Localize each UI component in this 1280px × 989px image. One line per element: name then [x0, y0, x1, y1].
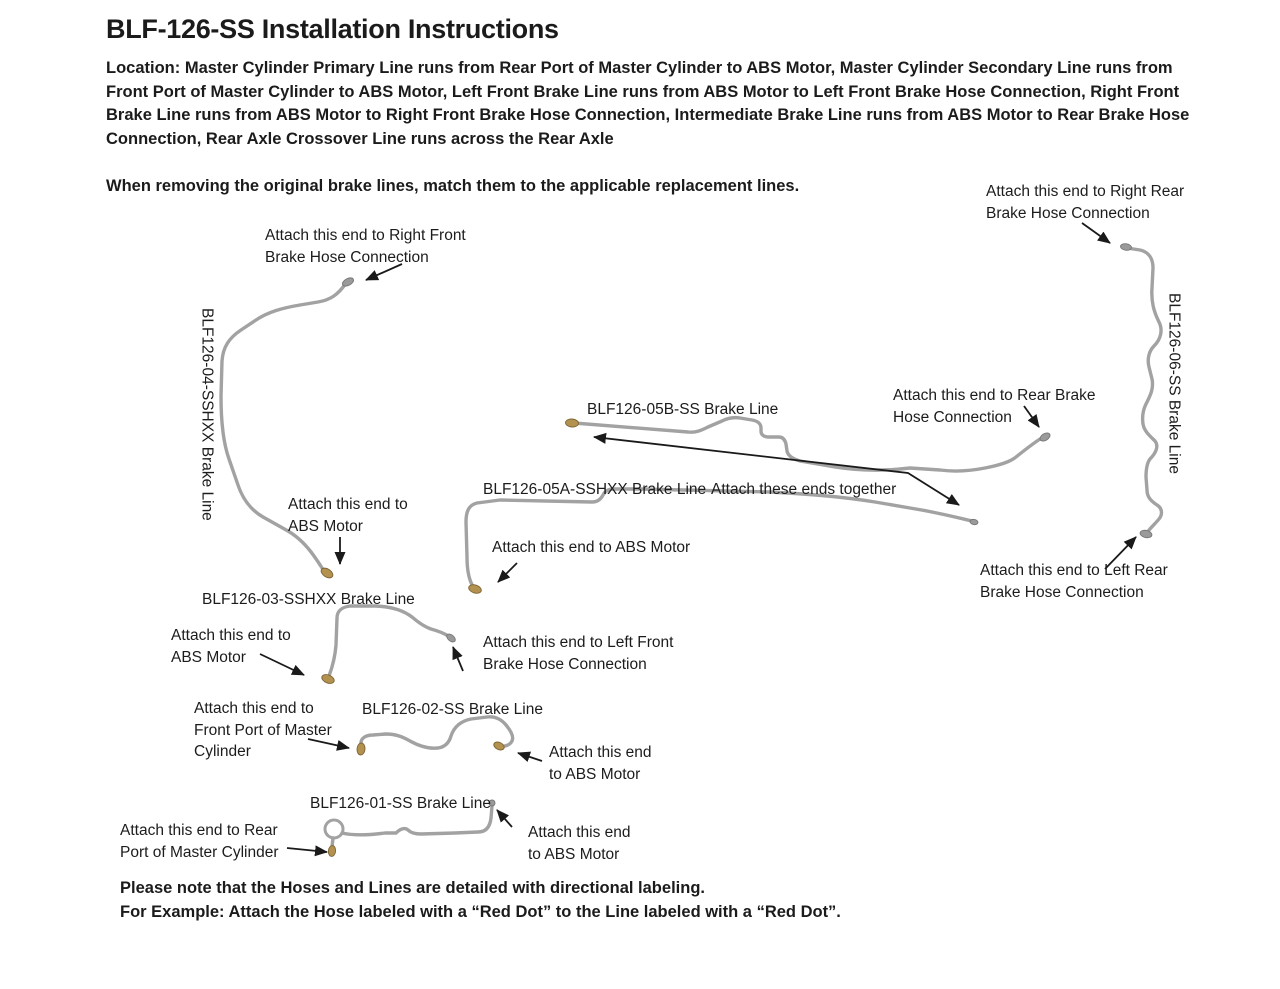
annotation-abs-05a: Attach this end to ABS Motor	[492, 539, 691, 556]
blf126-03-line	[329, 606, 448, 676]
annotation-front-port: Attach this end to Front Port of Master Cylinder	[194, 700, 332, 760]
annotation-abs-04: Attach this end to ABS Motor	[288, 496, 408, 535]
annotation-abs-02: Attach this end to ABS Motor	[549, 744, 652, 783]
label-blf126-04: BLF126-04-SSHXX Brake Line	[198, 308, 216, 521]
annotation-abs-03: Attach this end to ABS Motor	[171, 627, 291, 666]
label-blf126-05b: BLF126-05B-SS Brake Line	[587, 401, 779, 418]
annotation-left-front: Attach this end to Left Front Brake Hose Connection	[483, 634, 674, 673]
blf126-05a-right-fitting	[970, 519, 979, 526]
blf126-02-left-fitting	[356, 743, 365, 756]
annotation-right-rear: Attach this end to Right Rear Brake Hose Connection	[986, 183, 1185, 222]
arrow-left-front-end	[453, 647, 463, 671]
label-blf126-02: BLF126-02-SS Brake Line	[362, 701, 543, 718]
arrow-right-rear-end	[1082, 223, 1110, 243]
label-blf126-01: BLF126-01-SS Brake Line	[310, 795, 491, 812]
blf126-02-right-fitting	[492, 740, 505, 751]
blf126-05b-left-fitting	[565, 419, 579, 428]
blf126-01-left-fitting	[328, 845, 336, 857]
blf126-02-line	[361, 717, 513, 750]
annotation-left-rear: Attach this end to Left Rear Brake Hose Connection	[980, 562, 1168, 601]
blf126-05a-abs-fitting	[468, 583, 483, 595]
location-paragraph: Location: Master Cylinder Primary Line runs from Rear Port of Master Cylinder to ABS Motor, Master Cylinder Secondary Line runs from Front Port of Master Cylinder to ABS Motor, Left Front Brake Line runs from ABS Motor to Left Front Brake Hose Connection, Right Front Brake Line runs from ABS Motor to Right Front Brake Hose Connection, Intermediate Brake Line runs from ABS Motor to Rear Brake Hose Connection, Rear Axle Crossover Line runs across the Rear Axle	[106, 59, 1190, 148]
blf126-03-abs-fitting	[320, 673, 335, 685]
annotation-attach-together: Attach these ends together	[711, 481, 897, 498]
annotation-right-front: Attach this end to Right Front Brake Hose Connection	[265, 227, 466, 266]
note-directional-labeling: Please note that the Hoses and Lines are detailed with directional labeling.	[120, 879, 705, 897]
annotation-rear-brake: Attach this end to Rear Brake Hose Connection	[893, 387, 1096, 426]
note-red-dot-example: For Example: Attach the Hose labeled with a “Red Dot” to the Line labeled with a “Red Dot”.	[120, 903, 841, 921]
label-blf126-06: BLF126-06-SS Brake Line	[1165, 293, 1183, 474]
annotation-rear-port: Attach this end to Rear Port of Master Cylinder	[120, 822, 279, 861]
blf126-05b-right-fitting	[1039, 431, 1052, 443]
label-blf126-05a: BLF126-05A-SSHXX Brake Line	[483, 481, 707, 498]
blf126-06-line	[1127, 248, 1161, 533]
label-blf126-03: BLF126-03-SSHXX Brake Line	[202, 591, 415, 608]
page-title: BLF-126-SS Installation Instructions	[106, 14, 559, 44]
blf126-01-loop	[325, 820, 343, 838]
arrow-abs-01-end	[497, 810, 512, 827]
annotation-abs-01: Attach this end to ABS Motor	[528, 824, 631, 863]
arrow-abs-02-end	[518, 753, 542, 761]
arrow-abs-05a-end	[498, 563, 517, 582]
match-instruction: When removing the original brake lines, match them to the applicable replacement lines.	[106, 177, 800, 195]
blf126-06-top-fitting	[1120, 243, 1132, 251]
